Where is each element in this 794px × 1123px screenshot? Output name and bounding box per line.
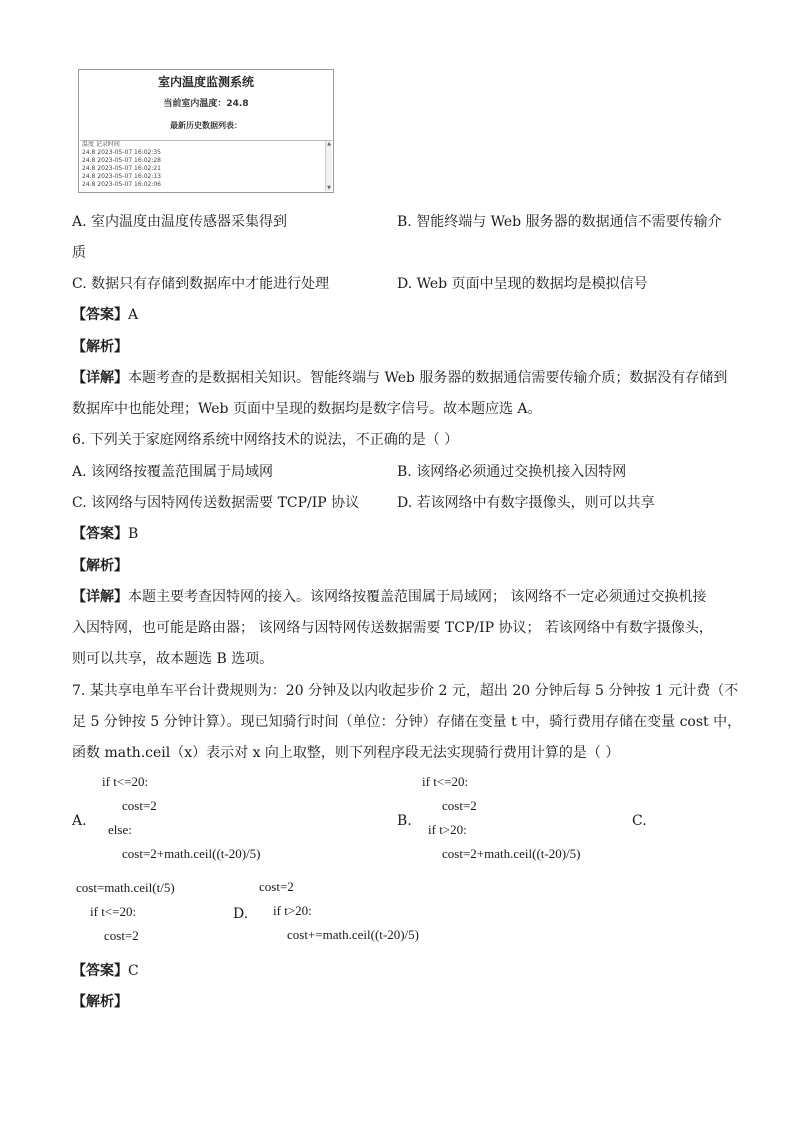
q6-answer: [72, 524, 138, 544]
history-list-row: 24.8 2023-05-07 16:02:28: [82, 157, 161, 164]
q7-code-d-line: cost=2: [259, 879, 294, 894]
q7-option-b-label: B.: [397, 813, 412, 829]
q5-answer: [72, 305, 138, 325]
scroll-up-icon[interactable]: ▲: [327, 141, 331, 147]
q7-option-c-label: C.: [632, 813, 647, 829]
q7-code-a-line: else:: [108, 822, 132, 837]
q6-question: 6. 下列关于家庭网络系统中网络技术的说法，不正确的是（ ）: [72, 432, 459, 448]
history-list-row: 24.8 2023-05-07 16:02:13: [82, 173, 161, 180]
q6-analysis-label: 【解析】: [72, 558, 128, 574]
q7-code-c-line: cost=2: [104, 928, 139, 943]
q6-option-a: A. 该网络按覆盖范围属于局域网: [72, 464, 274, 480]
q7-code-d-line: if t>20:: [273, 903, 312, 918]
detail-text: 本题考查的是数据相关知识。智能终端与 Web 服务器的数据通信需要传输介质；数据没有存储到: [128, 370, 728, 386]
q7-code-a-line: if t<=20:: [102, 774, 149, 789]
q7-code-a-line: cost=2+math.ceil((t-20)/5): [122, 846, 261, 861]
q5-detail-line-1: [72, 368, 727, 388]
q7-option-a-label: A.: [72, 813, 87, 829]
answer-value: A: [128, 307, 139, 323]
q7-code-b-line: if t>20:: [428, 822, 467, 837]
q7-option-d-label: D.: [233, 906, 249, 922]
answer-value: C: [128, 963, 139, 979]
history-list-row: 24.8 2023-05-07 16:02:06: [82, 181, 161, 188]
q7-question-line-1: 7. 某共享电单车平台计费规则为：20 分钟及以内收起步价 2 元，超出 20 分钟后每 5 分钟按 1 元计费（不: [72, 683, 739, 699]
answer-value: B: [128, 526, 139, 542]
history-list: [80, 140, 332, 192]
q6-option-d: D. 若该网络中有数字摄像头，则可以共享: [397, 495, 655, 511]
q5-option-b: B. 智能终端与 Web 服务器的数据通信不需要传输介: [397, 214, 722, 230]
answer-label: 【答案】: [72, 307, 128, 323]
detail-text: 本题主要考查因特网的接入。该网络按覆盖范围属于局域网； 该网络不一定必须通过交换机接: [128, 589, 707, 605]
q6-detail-line-1: [72, 587, 706, 607]
q5-detail-line-2: 数据库中也能处理；Web 页面中呈现的数据均是数字信号。故本题应选 A。: [72, 401, 542, 417]
q7-code-c-line: cost=math.ceil(t/5): [76, 880, 175, 895]
q7-code-b-line: cost=2: [442, 798, 477, 813]
q7-question-line-2: 足 5 分钟按 5 分钟计算）。现已知骑行时间（单位：分钟）存储在变量 t 中，骑行费用存储在变量 cost 中，: [72, 714, 742, 730]
screenshot-title: 室内温度监测系统: [157, 75, 254, 89]
q5-option-b-continued: 质: [72, 245, 86, 261]
q6-option-b: B. 该网络必须通过交换机接入因特网: [397, 464, 627, 480]
q7-question-line-3: 函数 math.ceil（x）表示对 x 向上取整，则下列程序段无法实现骑行费用计算的是（ ）: [72, 745, 620, 761]
q7-code-a-line: cost=2: [122, 798, 157, 813]
q7-analysis-label: 【解析】: [72, 994, 128, 1010]
scroll-down-icon[interactable]: ▼: [327, 185, 331, 191]
q6-detail-line-2: 入因特网，也可能是路由器； 该网络与因特网传送数据需要 TCP/IP 协议； 若该网络中有数字摄像头，: [72, 620, 713, 636]
detail-label: 【详解】: [72, 589, 128, 605]
q7-code-d-line: cost+=math.ceil((t-20)/5): [287, 927, 419, 942]
q7-code-b-line: cost=2+math.ceil((t-20)/5): [442, 846, 581, 861]
detail-label: 【详解】: [72, 370, 128, 386]
q7-answer: [72, 961, 139, 981]
q5-option-c: C. 数据只有存储到数据库中才能进行处理: [72, 276, 330, 292]
current-temperature-label: 当前室内温度：24.8: [163, 99, 249, 109]
q5-analysis-label: 【解析】: [72, 339, 128, 355]
q5-option-a: A. 室内温度由温度传感器采集得到: [72, 214, 288, 230]
temperature-system-screenshot: [78, 69, 334, 193]
q7-code-b-line: if t<=20:: [422, 774, 469, 789]
history-list-scrollbar[interactable]: [325, 141, 332, 191]
q7-code-c-line: if t<=20:: [90, 904, 137, 919]
q6-detail-line-3: 则可以共享，故本题选 B 选项。: [72, 651, 274, 667]
answer-label: 【答案】: [72, 963, 128, 979]
history-list-header: 温度 记录时间: [82, 141, 120, 148]
history-list-row: 24.8 2023-05-07 16:02:21: [82, 165, 161, 172]
history-label: 最新历史数据列表：: [170, 121, 242, 130]
answer-label: 【答案】: [72, 526, 128, 542]
q5-option-d: D. Web 页面中呈现的数据均是模拟信号: [397, 276, 648, 292]
q6-option-c: C. 该网络与因特网传送数据需要 TCP/IP 协议: [72, 495, 360, 511]
history-list-row: 24.8 2023-05-07 16:02:35: [82, 149, 161, 156]
